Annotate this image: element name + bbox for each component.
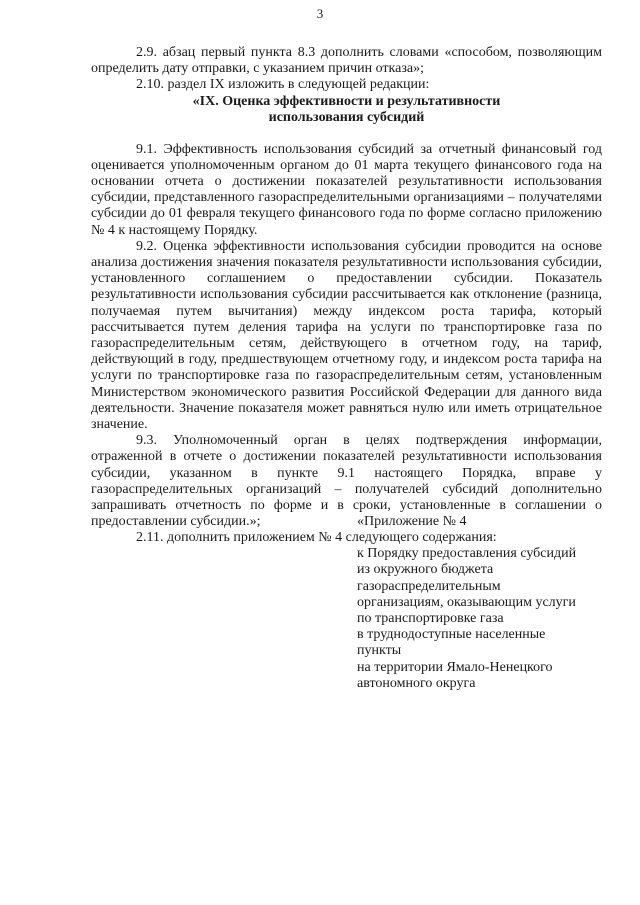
appendix-line: автономного округа xyxy=(357,675,476,691)
appendix-line: пункты xyxy=(357,643,402,659)
document-body xyxy=(91,45,602,547)
paragraph-9-1: 9.1. Эффективность использования субсидий за отчетный финансовый год оценивается уполномоченным органом до 01 марта текущего финансового года на основании отчета о достижении показателей результативности использования субсидии, представленного газораспределительными организациями – получателями субсидии до 01 февраля текущего финансового года по форме согласно приложению № 4 к настоящему Порядку. xyxy=(91,141,602,238)
appendix-line: в труднодоступные населенные xyxy=(357,627,546,643)
paragraph-9-3: 9.3. Уполномоченный орган в целях подтверждения информации, отраженной в отчете о достижении показателей результативности использования субсидии, указанном в пункте 9.1 настоящего Порядка, вправе у газораспределительных организаций – получателей субсидий дополнительно запрашивать отчетность по форме и в сроки, установленные в соглашении о предоставлении субсидии.»; xyxy=(91,433,602,530)
paragraph-2-11: 2.11. дополнить приложением № 4 следующего содержания: xyxy=(136,530,497,546)
appendix-line: газораспределительным xyxy=(357,578,501,594)
appendix-line: по транспортировке газа xyxy=(357,611,504,627)
paragraph-2-10: 2.10. раздел IX изложить в следующей редакции: xyxy=(136,77,430,93)
appendix-line: из окружного бюджета xyxy=(357,562,494,578)
page-number: 3 xyxy=(316,6,324,21)
appendix-header-block xyxy=(357,514,597,692)
section-heading-line-2: использования субсидий xyxy=(268,109,425,125)
section-heading-line-1: «IX. Оценка эффективности и результативности xyxy=(192,93,501,109)
section-heading xyxy=(91,94,602,126)
appendix-line: организациям, оказывающим услуги xyxy=(357,594,576,610)
paragraph-2-9: 2.9. абзац первый пункта 8.3 дополнить словами «способом, позволяющим определить дату отправки, с указанием причин отказа»; xyxy=(91,45,602,77)
appendix-title: «Приложение № 4 xyxy=(357,514,467,529)
appendix-line: к Порядку предоставления субсидий xyxy=(357,546,577,562)
paragraph-9-2: 9.2. Оценка эффективности использования субсидии проводится на основе анализа достижения значения показателя результативности использования субсидии, установленного соглашением о предоставлении субсидии. Показатель результативности использования субсидии рассчитывается как отклонение (разница, получаемая путем вычитания) между индексом роста тарифа, который рассчитывается путем деления тарифа на услуги по транспортировке газа по газораспределительным сетям, действующего в отчетном году, на тариф, действующий в году, предшествующем отчетному году, и индексом роста тарифа на услуги по транспортировке газа по газораспределительным сетям, установленным Министерством экономического развития Российской Федерации для данного вида деятельности. Значение показателя может равняться нулю или иметь отрицательное значение. xyxy=(91,238,602,433)
appendix-line: на территории Ямало-Ненецкого xyxy=(357,659,553,675)
